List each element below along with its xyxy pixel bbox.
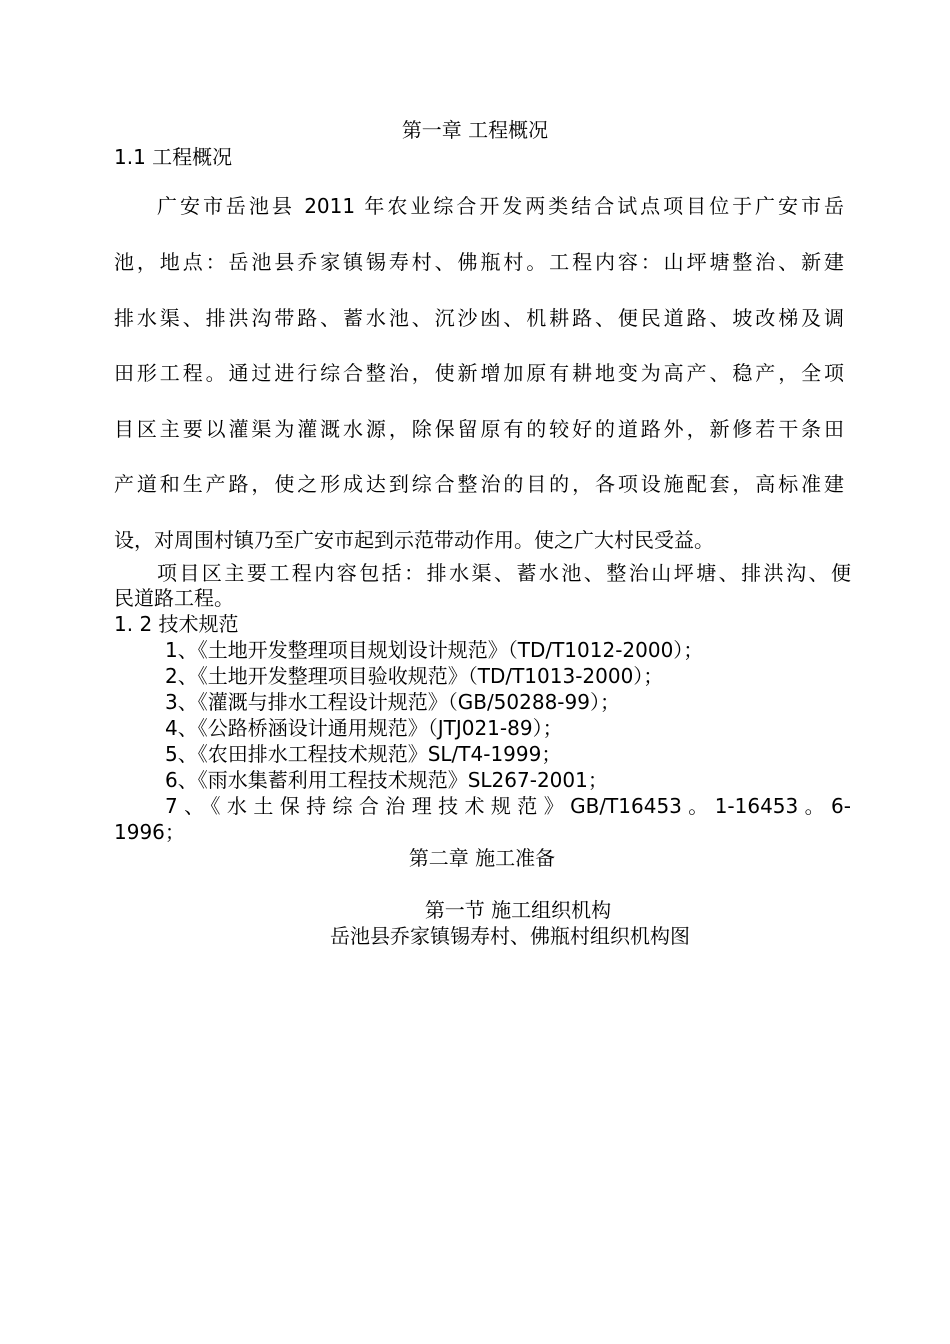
paragraph-line: 池，地点：岳池县乔家镇锡寿村、佛瓶村。工程内容：山坪塘整治、新建 (114, 250, 844, 274)
section-1-2-heading: 1. 2 技术规范 (114, 612, 239, 636)
paragraph-line: 项目区主要工程内容包括：排水渠、蓄水池、整治山坪塘、排洪沟、便 (157, 561, 851, 585)
section-1-1-heading: 1.1 工程概况 (114, 145, 233, 169)
paragraph-line: 田形工程。通过进行综合整治，使新增加原有耕地变为高产、稳产，全项 (114, 361, 844, 385)
standard-item-continuation: 1996； (114, 820, 185, 844)
standard-item: 6、《雨水集蓄利用工程技术规范》SL267-2001； (165, 768, 608, 792)
standard-item: 7、《水土保持综合治理技术规范》GB/T16453。1-16453。6- (165, 794, 851, 818)
standard-item: 1、《土地开发整理项目规划设计规范》（TD/T1012-2000）； (165, 638, 704, 662)
paragraph-line: 排水渠、排洪沟带路、蓄水池、沉沙凼、机耕路、便民道路、坡改梯及调 (114, 306, 844, 330)
paragraph-line: 产道和生产路，使之形成达到综合整治的目的，各项设施配套，高标准建 (114, 472, 844, 496)
standard-item: 5、《农田排水工程技术规范》SL/T4-1999； (165, 742, 562, 766)
org-chart-title: 岳池县乔家镇锡寿村、佛瓶村组织机构图 (330, 924, 690, 948)
paragraph-line: 广安市岳池县 2011 年农业综合开发两类结合试点项目位于广安市岳 (157, 194, 844, 218)
standard-item: 2、《土地开发整理项目验收规范》（TD/T1013-2000）； (165, 664, 664, 688)
paragraph-line: 设，对周围村镇乃至广安市起到示范带动作用。使之广大村民受益。 (114, 528, 714, 552)
paragraph-line: 目区主要以灌渠为灌溉水源，除保留原有的较好的道路外，新修若干条田 (114, 417, 844, 441)
chapter-2-title: 第二章 施工准备 (408, 846, 556, 870)
standard-item: 4、《公路桥涵设计通用规范》（JTJ021-89）； (165, 716, 563, 740)
chapter-1-title: 第一章 工程概况 (401, 118, 549, 142)
section-title: 第一节 施工组织机构 (424, 898, 612, 922)
paragraph-line: 民道路工程。 (114, 586, 234, 610)
standard-item: 3、《灌溉与排水工程设计规范》（GB/50288-99）； (165, 690, 620, 714)
